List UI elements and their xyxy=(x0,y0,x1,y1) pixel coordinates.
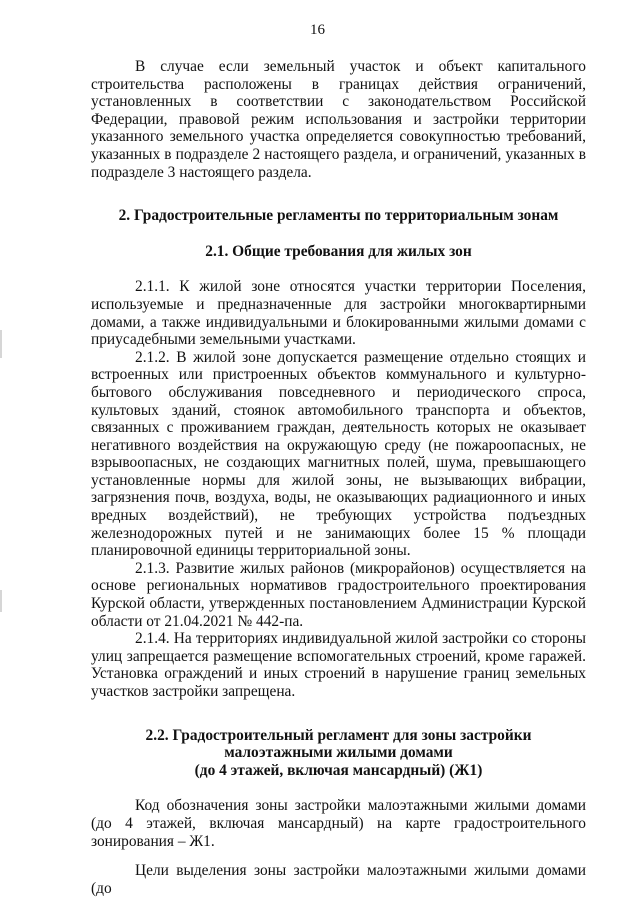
heading-line: 2.2. Градостроительный регламент для зоны застройки xyxy=(145,726,532,744)
zone-code-paragraph: Код обозначения зоны застройки малоэтажными жилыми домами (до 4 этажей, включая мансардный) на карте градостроительного зонирования – Ж1. xyxy=(91,797,586,850)
scan-margin-line xyxy=(0,330,2,358)
paragraph-2-1-2: 2.1.2. В жилой зоне допускается размещение отдельно стоящих и встроенных или пристроенных объектов коммунального и культурно-бытового обслуживания повседневного и периодического спроса, культовых зданий, стоянок автомобильного транспорта и объектов, связанных с проживанием граждан, деятельность которых не оказывает негативного воздействия на окружающую среду (не пожароопасных, не взрывоопасных, не создающих магнитных полей, шума, превышающего установленные нормы для жилой зоны, не вызывающих вибрации, загрязнения почв, воздуха, воды, не оказывающих радиационного и иных вредных воздействий), не требующих устройства подъездных железнодорожных путей и не занимающих более 15 % площади планировочной единицы территориальной зоны. xyxy=(91,348,586,560)
heading-line: малоэтажными жилыми домами xyxy=(224,744,453,762)
subsection-heading: 2.1. Общие требования для жилых зон xyxy=(205,242,472,260)
page-number: 16 xyxy=(310,22,325,38)
heading-line: (до 4 этажей, включая мансардный) (Ж1) xyxy=(194,761,483,779)
paragraph-2-1-4: 2.1.4. На территориях индивидуальной жилой застройки со стороны улиц запрещается размещение вспомогательных строений, кроме гаражей. Установка ограждений и иных строений в нарушение границ земельных участков застройки запрещена. xyxy=(91,630,586,700)
paragraph-2-1-1: 2.1.1. К жилой зоне относятся участки территории Поселения, используемые и предназначенные для застройки многоквартирными домами, а также индивидуальными и блокированными жилыми домами с приусадебными земельными участками. xyxy=(91,278,586,349)
document-body xyxy=(91,58,586,897)
intro-paragraph: В случае если земельный участок и объект капитального строительства расположены в границах действия ограничений, установленных в соответствии с законодательством Российской Федерации, правовой режим использования и застройки территории указанного земельного участка определяется совокупностью требований, указанных в подразделе 2 настоящего раздела, и ограничений, указанных в подразделе 3 настоящего раздела. xyxy=(91,58,586,181)
paragraph-2-1-3: 2.1.3. Развитие жилых районов (микрорайонов) осуществляется на основе региональных нормативов градостроительного проектирования Курской области, утвержденных постановлением Администрации Курской области от 21.04.2021 № 442-па. xyxy=(91,559,586,630)
zone-goals-paragraph: Цели выделения зоны застройки малоэтажными жилыми домами (до xyxy=(91,862,586,897)
section-heading: 2. Градостроительные регламенты по территориальным зонам xyxy=(118,207,559,225)
scan-margin-line xyxy=(0,590,2,612)
subsection-heading-zh1 xyxy=(91,727,586,780)
paragraph-gap xyxy=(91,850,586,862)
